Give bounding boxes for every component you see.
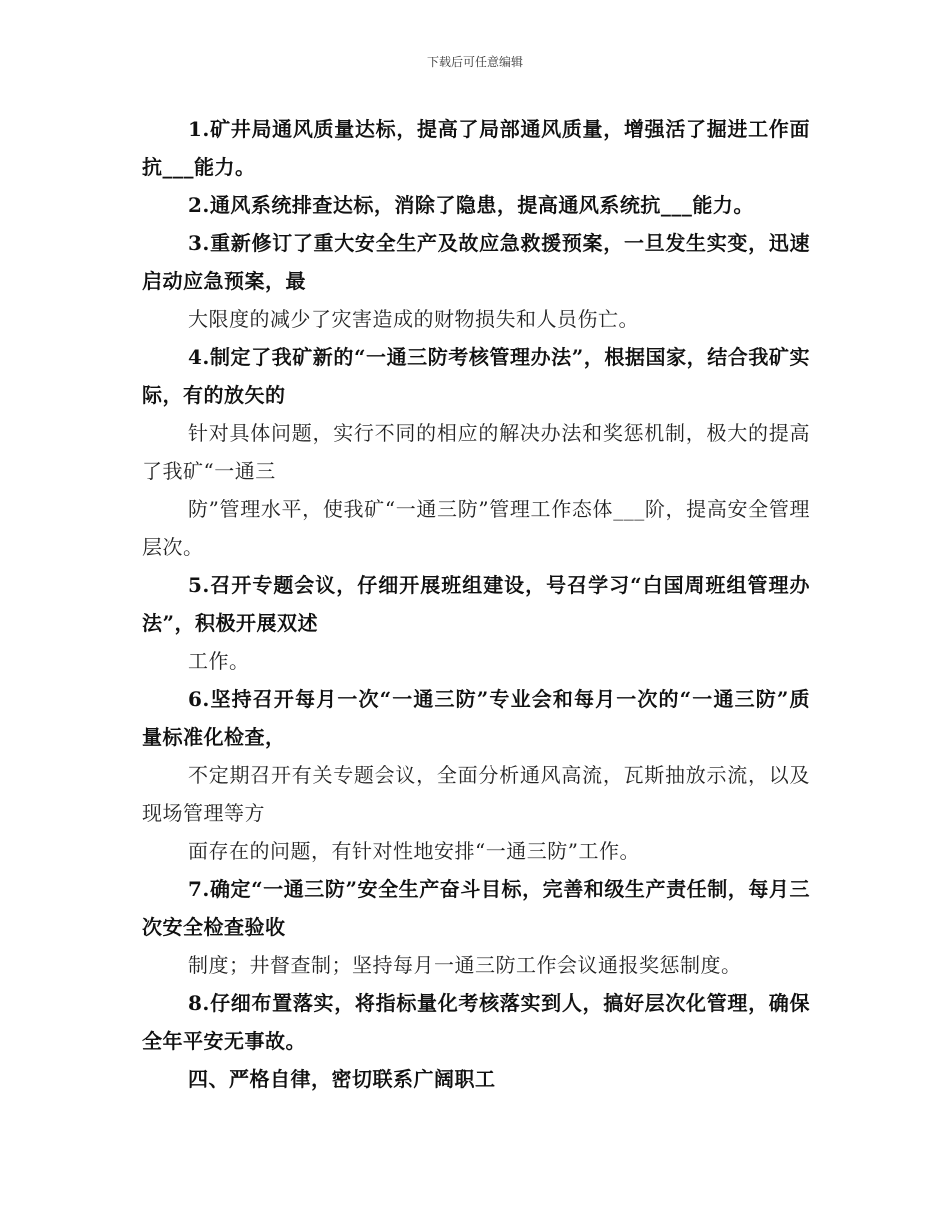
paragraph-4: 4.制定了我矿新的“一通三防考核管理办法”，根据国家，结合我矿实际，有的放矢的 [142,345,810,407]
paragraph-5-cont: 工作。 [188,649,250,673]
paragraph-7-cont: 制度；井督查制；坚持每月一通三防工作会议通报奖惩制度。 [188,953,742,977]
paragraph-2: 2.通风系统排查达标，消除了隐患，提高通风系统抗___能力。 [188,193,754,217]
paragraph-3-cont: 大限度的减少了灾害造成的财物损失和人员伤亡。 [188,307,639,331]
paragraph-3: 3.重新修订了重大安全生产及故应急救援预案，一旦发生实变，迅速启动应急预案，最 [142,231,810,293]
paragraph-5: 5.召开专题会议，仔细开展班组建设，号召学习“白国周班组管理办法”，积极开展双述 [142,573,810,635]
paragraph-4-cont-2: 防”管理水平，使我矿“一通三防”管理工作态体___阶，提高安全管理层次。 [142,497,810,559]
paragraph-6-cont-2: 面存在的问题，有针对性地安排“一通三防”工作。 [188,839,640,863]
page-header: 下载后可任意编辑 [426,55,523,69]
paragraph-6: 6.坚持召开每月一次“一通三防”专业会和每月一次的“一通三防”质量标准化检查， [142,687,810,749]
paragraph-8: 8.仔细布置落实，将指标量化考核落实到人，搞好层次化管理，确保全年平安无事故。 [142,991,810,1053]
paragraph-6-cont-1: 不定期召开有关专题会议，全面分析通风高流，瓦斯抽放示流，以及现场管理等方 [142,763,810,825]
paragraph-7: 7.确定“一通三防”安全生产奋斗目标，完善和级生产责任制，每月三次安全检查验收 [142,877,810,939]
section-heading-4: 四、严格自律，密切联系广阔职工 [188,1067,496,1091]
document-body [142,110,810,1098]
paragraph-4-cont-1: 针对具体问题，实行不同的相应的解决办法和奖惩机制，极大的提高了我矿“一通三 [142,421,810,483]
paragraph-1: 1.矿井局通风质量达标，提高了局部通风质量，增强活了掘进工作面抗___能力。 [142,117,810,179]
